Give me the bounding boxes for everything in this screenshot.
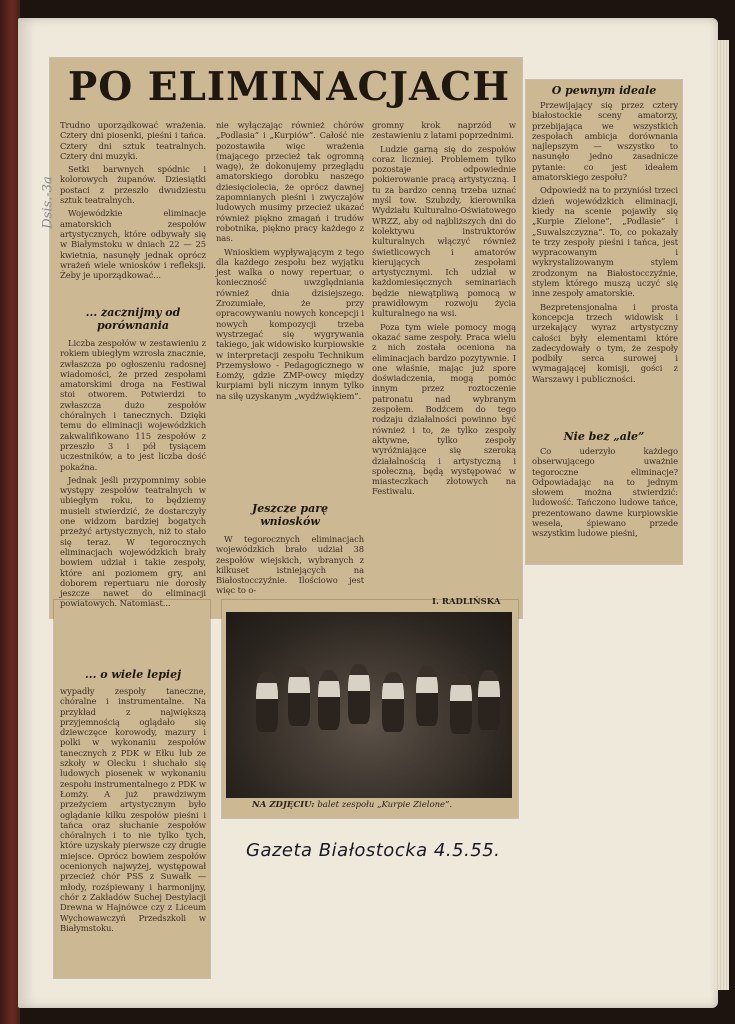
paragraph: Trudno uporządkować wrażenia. Cztery dni piosenki, pieśni i tańca. Cztery dni sztuk teatralnych. Cztery dni muzyki. [60, 120, 206, 161]
caption-text: balet zespołu „Kurpie Zielone”. [317, 800, 453, 810]
subheading: ... o wiele lepiej [84, 668, 182, 681]
photo-caption [252, 800, 452, 810]
dancer-figure [256, 672, 278, 732]
dancer-figure [348, 664, 370, 724]
paragraph: Ludzie garną się do zespołów coraz liczniej. Problemem tylko pozostaje odpowiednie pokierowanie pracą artystyczną. I tu za bardzo cenną trzeba uznać myśl tow. Szubzdy, kierownika Wydziału Kulturalno-Oświatowego WRZZ, aby od najbliższych dni do kolektywu instruktorów kulturalnych włączyć również świetlicowych i amatorów kierujących zespołami artystycznymi. Ich udział w każdomiesięcznych seminariach będzie niewątpliwą pomocą w prawidłowym rozwoju życia kulturalnego na wsi. [372, 143, 516, 319]
column-3 [372, 120, 516, 590]
paragraph: Bezpretensjonalna i prosta koncepcja trzech widowisk i urzekający wyraz artystyczny całości były elementami które zadecydowały o tym, że zespoły podbiły serca surowej i wymagającej komisji, gości z Warszawy i publiczności. [532, 301, 678, 384]
article-headline: PO ELIMINACJACH [67, 64, 511, 110]
dancer-figure [478, 670, 500, 730]
paragraph: Co uderzyło każdego obserwującego uważnie tegoroczne eliminacje? Odpowiadając na to jednym słowem można stwierdzić: ludowość. Tańczono ludowe tańce, prezentowano dawne kurpiowskie wesela, śpiewano przede wszystkim ludowe pieśni, [532, 446, 678, 539]
paragraph: Jednak jeśli przypomnimy sobie występy zespołów teatralnych w ubiegłym roku, to będziemy musieli stwierdzić, że dostarczyły one widzom bardziej bogatych przeżyć artystycznych, niż to stało się teraz. W tegorocznych eliminacjach wojewódzkich brały bowiem udział i takie zespoły, które ani poziomem gry, ani doborem repertuaru nie dorosły jeszcze nawet do eliminacji powiatowych. Natomiast... [60, 474, 206, 609]
dancer-figure [288, 666, 310, 726]
paragraph: Przewijający się przez cztery białostockie sceny amatorzy, przebijająca we wszystkich zespołach ambicja dorównania najlepszym — wszystko to nasunęło jedno zasadnicze pytanie: co jest ideałem amatorskiego zespołu? [532, 100, 678, 183]
dancer-figure [416, 666, 438, 726]
paragraph: Liczba zespołów w zestawieniu z rokiem ubiegłym wzrosła znacznie, zwłaszcza po ogłoszeniu radosnej wiadomości, że przed zespołami amatorskimi droga na Festiwal stoi otworem. Potwierdzi to zwłaszcza dużo zespołów chóralnych i tanecznych. Dzięki temu do eliminacji wojewódzkich zakwalifikowano 115 zespołów z przeszło 3 i pół tysiącem uczestników, a to jest liczba dość pokaźna. [60, 338, 206, 472]
paragraph: gromny krok naprzód w zestawieniu z latami poprzednimi. [372, 120, 516, 141]
column-2-bottom [216, 534, 364, 606]
column-1 [60, 120, 206, 283]
caption-lead: NA ZDJĘCIU: [252, 800, 315, 810]
paragraph: Setki barwnych spódnic i kolorowych żupanów. Dziesiątki postaci z przeszło dwudziestu sztuk teatralnych. [60, 164, 206, 206]
author-signature: I. RADLIŃSKA [432, 597, 501, 607]
column-1-cont [60, 338, 206, 609]
paragraph: Odpowiedź na to przyniósł trzeci dzień wojewódzkich eliminacji, kiedy na scenie pojawiły się „Kurpie Zielone”, „Podlasie” i „Suwalszczyzna”. To, co pokazały te trzy zespoły pieśni i tańca, jest wypracowanym i wykrystalizowanym stylem zrodzonym na Białostocczyźnie, stylem którego muszą uczyć się inne zespoły amatorskie. [532, 185, 678, 299]
column-2 [216, 120, 364, 496]
subheading: Jeszcze parę wniosków [251, 502, 329, 528]
page-edges [715, 40, 729, 990]
dancer-figure [382, 672, 404, 732]
paragraph: Wnioskiem wypływającym z tego dla każdego zespołu bez wyjątku jest walka o nowy repertuar, o konieczność uwzględniania również dnia dzisiejszego. Zrozumiałe, że przy opracowywaniu nowych koncepcji i nowych kompozycji trzeba wystrzegać się wygrywania takiego, jak widowisko kurpiowskie w interpretacji zespołu Technikum Przemysłowo - Pedagogicznego w Łomży, gdzie ZMP-owcy między kurpiami byli niczym innym tylko na siłę uzyskanym „wydźwiękiem”. [216, 246, 364, 401]
paragraph: W tegorocznych eliminacjach wojewódzkich brało udział 38 zespołów wiejskich, wybranych z kilkuset istniejących na Białostocczyźnie. Ilościowo jest więc to o- [216, 534, 364, 596]
dancer-figure [450, 674, 472, 734]
subheading: O pewnym ideale [551, 84, 657, 97]
subheading: ... zacznijmy od porównania [85, 306, 181, 332]
column-4-bottom [532, 446, 678, 560]
paragraph: Poza tym wiele pomocy mogą okazać same zespoły. Praca wielu z nich została oceniona na eliminacjach bardzo pozytywnie. I one właśnie, mając już spore doświadczenia, mogą pomóc innym przez roztoczenie patronatu nad wybranym zespołem. Bodźcem do tego rodzaju działalności powinno być również i to, że tylko zespoły aktywne, tylko zespoły wyróżniające się szeroką działalnością i artystyczną i społeczną, będą występować w miasteczkach złotowych na Festiwalu. [372, 321, 516, 497]
column-1-bottom [60, 686, 206, 976]
subheading: Nie bez „ale” [563, 430, 645, 443]
handwritten-source-note: Gazeta Białostocka 4.5.55. [246, 840, 501, 861]
dancer-figure [318, 670, 340, 730]
dance-photo [226, 612, 512, 798]
pencil-note: Dsis.-3a [40, 176, 56, 229]
column-4 [532, 100, 678, 430]
paragraph: nie wyłączając również chórów „Podlasia” i „Kurpiów”. Całość nie pozostawiła więc wrażenia (mającego przecież tak ogromną wagę), że dokonujemy przeglądu amatorskiego dorobku naszego dziesięciolecia, że oprócz dawnej zapomnianych pieśni i zwyczajów ludowych musimy przecież ukazać również piękno zmagań i trudów robotnika, piękno pracy każdego z nas. [216, 120, 364, 244]
album-binding [0, 0, 20, 1024]
paragraph: wypadły zespoły taneczne, chóralne i instrumentalne. Na przykład z największą przyjemnością oglądało się dziewczęce korowody, mazury i polki w wykonaniu zespołów tanecznych z PDK w Ełku lub ze szkoły w Olecku i słuchało się ludowych piosenek w wykonaniu zespołu instrumentalnego z PDK w Łomży. A już prawdziwym przeżyciem artystycznym było oglądanie kilku zespołów pieśni i tańca oraz słuchanie zespołów chóralnych i to nie tylko tych, które uzyskały pierwsze czy drugie miejsce. Oprócz bowiem zespołów ocenionych najwyżej, występował przecież chór PSS z Suwałk — młody, rozśpiewany i harmonijny, chór z Zakładów Suchej Destylacji Drewna w Hajnówce czy z Liceum Wychowawczyń Przedszkoli w Białymstoku. [60, 686, 206, 933]
paragraph: Wojewódzkie eliminacje amatorskich zespołów artystycznych, które odbywały się w Białymstoku w dniach 22 — 25 kwietnia, nasunęły jednak oprócz wrażeń wiele wniosków i refleksji. Żeby je uporządkować... [60, 208, 206, 281]
